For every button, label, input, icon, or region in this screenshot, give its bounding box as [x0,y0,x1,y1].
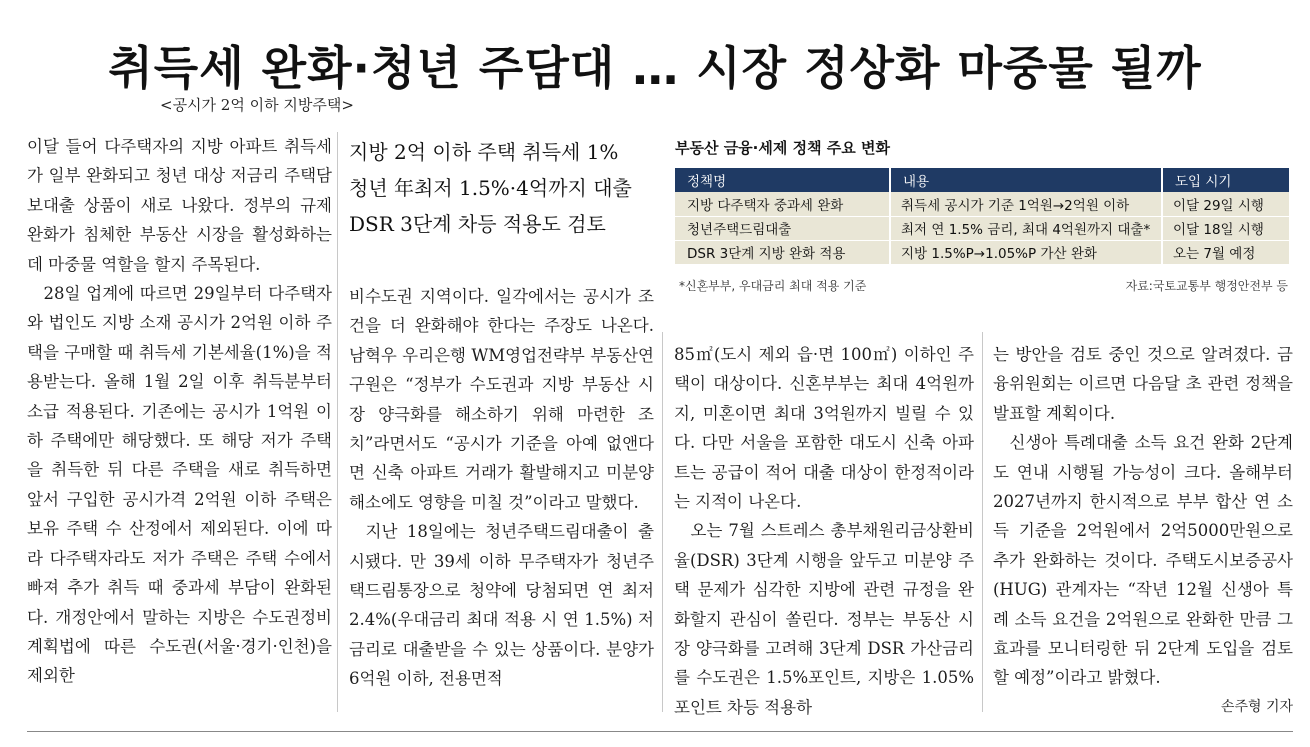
paragraph: 지난 18일에는 청년주택드림대출이 출시됐다. 만 39세 이하 무주택자가 청년주택드림통장으로 청약에 당첨되면 연 최저 2.4%(우대금리 최대 적용 시 연 1.5%) 저금리로 대출받을 수 있는 상품이다. 분양가 6억원 이하, 전용면적 [349,522,654,689]
column-divider [982,332,983,712]
table-row [675,240,1289,264]
paragraph: 85㎡(도시 제외 읍·면 100㎡) 이하인 주택이 대상이다. 신혼부부는 최대 4억원까지, 미혼이면 최대 3억원까지 빌릴 수 있다. 다만 서울을 포함한 대도시 신축 아파트는 공급이 적어 대출 대상이 한정적이라는 지적이 나온다. [674,345,974,512]
column-divider [662,332,663,712]
column-header: 정책명 [675,168,890,192]
subheading-tag: <공시가 2억 이하 지방주택> [160,96,354,114]
bottom-rule [27,731,1293,732]
table-cell: 청년주택드림대출 [675,216,890,240]
paragraph: 비수도권 지역이다. 일각에서는 공시가 조건을 더 완화해야 한다는 주장도 나온다. 남혁우 우리은행 WM영업전략부 부동산연구원은 “정부가 수도권과 지방 부동산 시장 양극화를 해소하기 위해 마련한 조치”라면서도 “공시가 기준을 아예 없앤다면 신축 아파트 거래가 활발해지고 미분양 해소에도 영향을 미칠 것”이라고 말했다. [349,287,654,512]
deck-line: DSR 3단계 차등 적용도 검토 [349,212,606,236]
table-title: 부동산 금융·세제 정책 주요 변화 [675,139,890,157]
table-cell: DSR 3단계 지방 완화 적용 [675,240,890,264]
column-divider [337,132,338,712]
table-header-row [675,168,1289,192]
deck-headline [349,134,654,242]
table-footnote: *신혼부부, 우대금리 최대 적용 기준 [679,279,867,293]
paragraph: 이달 들어 다주택자의 지방 아파트 취득세가 일부 완화되고 청년 대상 저금리 주택담보대출 상품이 새로 나왔다. 정부의 규제 완화가 침체한 부동산 시장을 활성화하는 데 마중물 역할을 할지 주목된다. [27,137,332,274]
table-row [675,216,1289,240]
article-column-4 [993,340,1293,722]
table-cell: 최저 연 1.5% 금리, 최대 4억원까지 대출* [890,216,1162,240]
paragraph: 오는 7월 스트레스 총부채원리금상환비율(DSR) 3단계 시행을 앞두고 미분양 주택 문제가 심각한 지방에 관련 규정을 완화할지 관심이 쏠린다. 정부는 부동산 시장 양극화를 고려해 3단계 DSR 가산금리를 수도권은 1.5%포인트, 지방은 1.05%포인트 차등 적용하 [674,521,974,717]
column-header: 도입 시기 [1162,168,1289,192]
table-cell: 오는 7월 예정 [1162,240,1289,264]
deck-line: 지방 2억 이하 주택 취득세 1% [349,140,619,164]
table-cell: 이달 18일 시행 [1162,216,1289,240]
deck-line: 청년 年최저 1.5%·4억까지 대출 [349,176,632,200]
article-column-3 [674,340,974,722]
table-cell: 지방 다주택자 중과세 완화 [675,192,890,216]
article-column-1 [27,132,332,691]
byline: 손주형 기자 [1220,698,1293,715]
table-row [675,192,1289,216]
table-cell: 지방 1.5%P→1.05%P 가산 완화 [890,240,1162,264]
headline: 취득세 완화·청년 주담대 … 시장 정상화 마중물 될까 [108,41,1202,95]
paragraph: 28일 업계에 따르면 29일부터 다주택자와 법인도 지방 소재 공시가 2억원 이하 주택을 구매할 때 취득세 기본세율(1%)을 적용받는다. 올해 1월 2일 이후 취득분부터 소급 적용된다. 기존에는 공시가 1억원 이하 주택에만 해당했다. 또 해당 저가 주택을 취득한 뒤 다른 주택을 새로 취득하면 앞서 구입한 공시가격 2억원 이하 주택은 보유 주택 수 산정에서 제외된다. 이에 따라 다주택자라도 저가 주택은 주택 수에서 빠져 추가 취득 때 중과세 부담이 완화된다. 개정안에서 말하는 지방은 수도권정비계획법에 따른 수도권(서울·경기·인천)을 제외한 [27,284,332,686]
table-cell: 취득세 공시가 기준 1억원→2억원 이하 [890,192,1162,216]
article-column-2 [349,282,654,694]
table-cell: 이달 29일 시행 [1162,192,1289,216]
paragraph: 는 방안을 검토 중인 것으로 알려졌다. 금융위원회는 이르면 다음달 초 관련 정책을 발표할 계획이다. [993,345,1293,423]
column-header: 내용 [890,168,1162,192]
table-source: 자료:국토교통부 행정안전부 등 [1125,279,1288,293]
paragraph: 신생아 특례대출 소득 요건 완화 2단계도 연내 시행될 가능성이 크다. 올해부터 2027년까지 한시적으로 부부 합산 연 소득 기준을 2억원에서 2억5000만원으로 추가 완화하는 것이다. 주택도시보증공사(HUG) 관계자는 “작년 12월 신생아 특례 소득 요건을 2억원으로 완화한 만큼 그 효과를 모니터링한 뒤 2단계 도입을 검토할 예정”이라고 밝혔다. [993,433,1293,688]
policy-table [675,168,1289,265]
